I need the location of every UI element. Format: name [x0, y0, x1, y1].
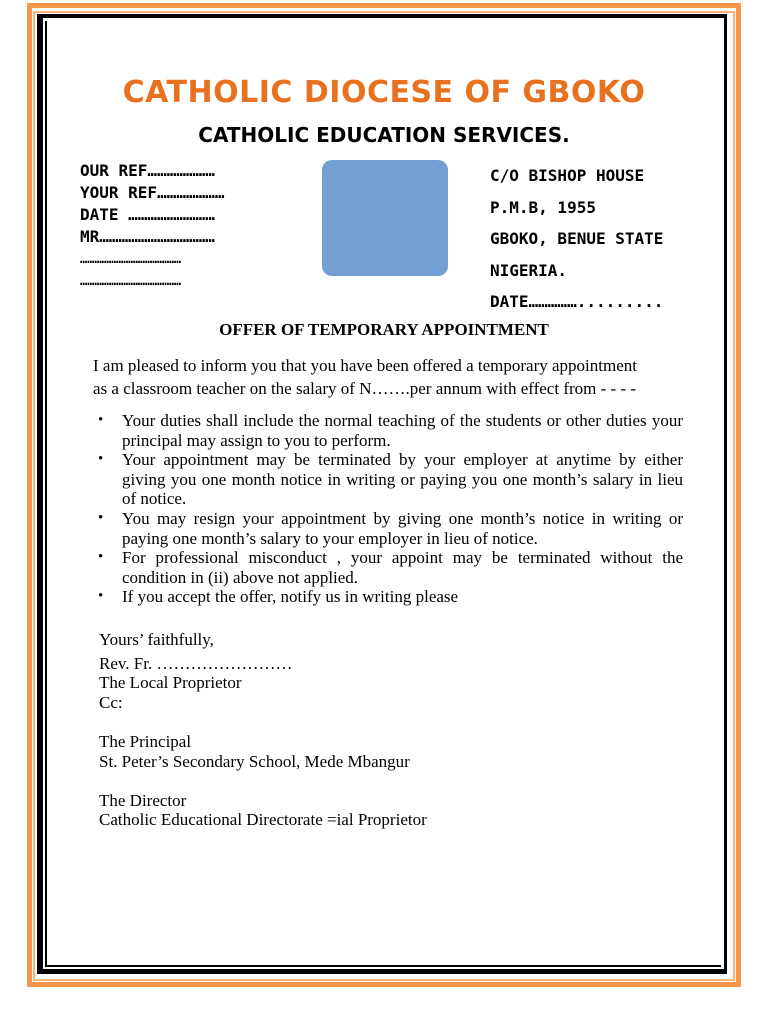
- recipient-mr: MR………………………………: [80, 227, 215, 246]
- ref-date: DATE ………………………: [80, 205, 215, 224]
- bullet-icon: •: [98, 509, 104, 526]
- intro-line-2: as a classroom teacher on the salary of N…….per annum with effect from - - - -: [93, 379, 637, 398]
- your-ref: YOUR REF…………………: [80, 183, 225, 202]
- list-item: • If you accept the offer, notify us in writing please: [98, 587, 459, 607]
- recipient-line-1: ……………………………………: [80, 252, 182, 266]
- intro-line-1: I am pleased to inform you that you have been offered a temporary appointment: [93, 356, 637, 375]
- education-services-subtitle: CATHOLIC EDUCATION SERVICES.: [198, 123, 570, 147]
- logo-placeholder: [322, 160, 448, 276]
- cc-director-org: Catholic Educational Directorate =ial Proprietor: [99, 810, 427, 830]
- closing-block: [99, 630, 659, 830]
- bullet-icon: •: [98, 412, 104, 428]
- bullet-icon: •: [98, 549, 104, 566]
- address-line-3: GBOKO, BENUE STATE: [490, 229, 664, 248]
- signatory: Rev. Fr. ……………………: [99, 653, 293, 673]
- recipient-line-2: ……………………………………: [80, 274, 182, 288]
- address-line-2: P.M.B, 1955: [490, 197, 596, 217]
- signatory-title: The Local Proprietor: [99, 673, 242, 693]
- duties-list: [93, 411, 683, 607]
- bullet-icon: •: [98, 588, 104, 605]
- list-item: • For professional misconduct , your appoint may be terminated without the condition in (ii) above not applied.: [98, 548, 683, 587]
- bullet-icon: •: [98, 451, 104, 468]
- cc-principal-org: St. Peter’s Secondary School, Mede Mbangur: [99, 751, 410, 771]
- address-line-1: C/O BISHOP HOUSE: [490, 166, 645, 185]
- cc-director: The Director: [99, 790, 187, 810]
- list-item: • Your duties shall include the normal teaching of the students or other duties your principal may assign to you to perform.: [98, 411, 683, 450]
- intro-paragraph: [93, 354, 683, 400]
- address-line-4: NIGERIA.: [490, 260, 568, 280]
- cc-principal: The Principal: [99, 731, 192, 751]
- letter-heading: OFFER OF TEMPORARY APPOINTMENT: [219, 320, 549, 339]
- reference-block: [80, 160, 280, 292]
- list-item: • Your appointment may be terminated by your employer at anytime by either giving you one month notice in writing or paying you one month’s salary in lieu of notice.: [98, 450, 683, 509]
- list-item: • You may resign your appointment by giving one month’s notice in writing or paying one month’s salary to your employer in lieu of notice.: [98, 508, 683, 548]
- diocese-title: CATHOLIC DIOCESE OF GBOKO: [122, 75, 646, 110]
- salutation: Yours’ faithfully,: [99, 630, 214, 649]
- address-block: [490, 160, 710, 318]
- cc-label: Cc:: [99, 692, 123, 712]
- our-ref: OUR REF…………………: [80, 161, 215, 180]
- address-date: DATE…………….........: [490, 292, 664, 311]
